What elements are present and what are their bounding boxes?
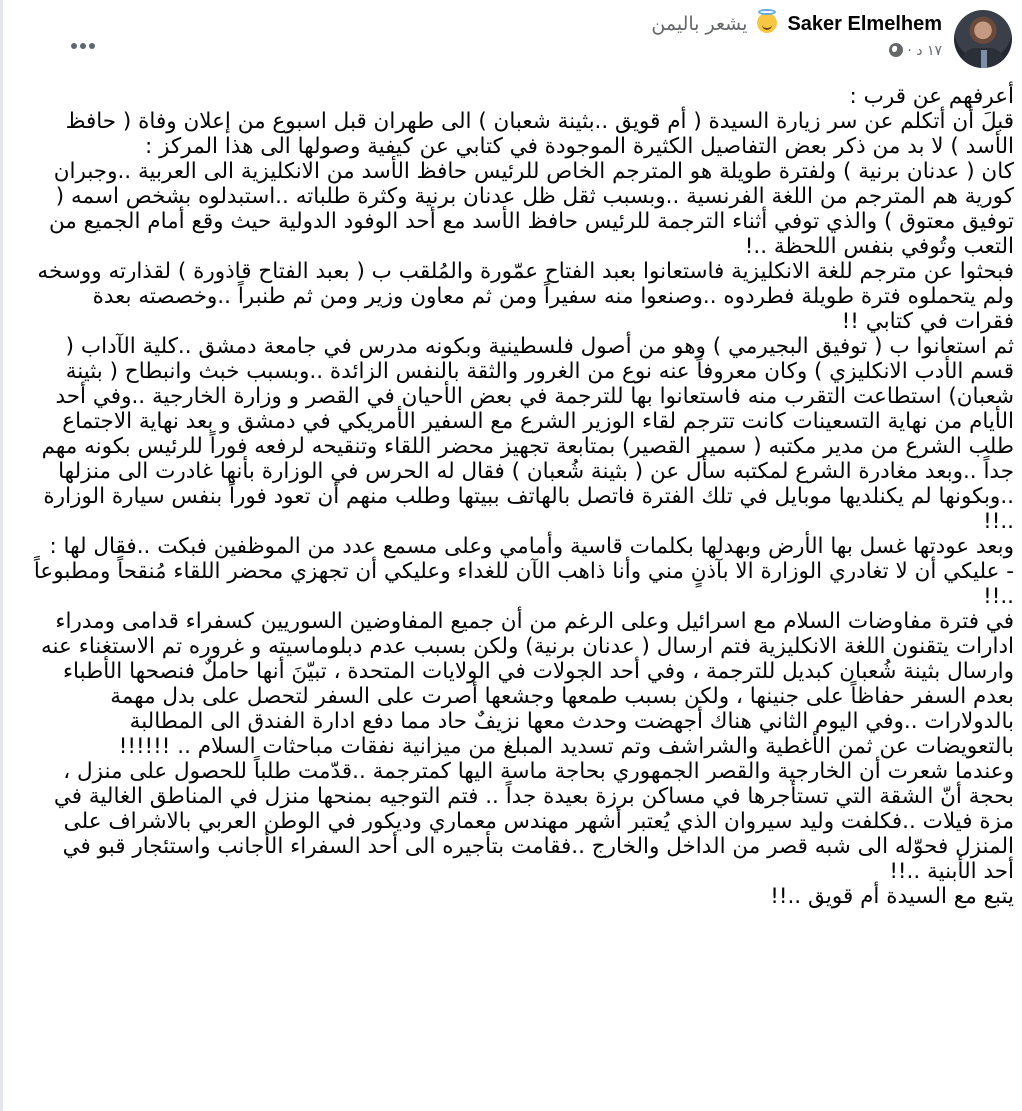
- post-paragraph: ثم استعانوا ب ( توفيق البجيرمي ) وهو من أصول فلسطينية وبكونه مدرس في جامعة دمشق ..كلية الآداب ( قسم الأدب الانكليزي ) وكان معروفاً عنه نوع من الغرور والثقة بالنفس الزائدة ..وبسبب خبث وانبطاح ( بثينة شعبان) استطاعت التقرب منه فاستعانوا بها للترجمة في بعض الأحيان في القصر و وزارة الخارجية ..وفي أحد الأيام من نهاية التسعينات كانت تترجم لقاء الوزير الشرع مع السفير الأمريكي في دمشق و بعد نهاية الاجتماع طلب الشرع من مدير مكتبه ( سمير القصير) بمتابعة تجهيز محضر اللقاء وتنقيحه لرفعه فوراً للرئيس بكونه مهم جداً ..وبعد مغادرة الشرع لمكتبه سأل عن ( بثينة شُعبان ) فقال له الحرس في الوزارة بأنها غادرت الى منزلها ..وبكونها لم يكنلديها موبايل في تلك الفترة فاتصل بالهاتف ببيتها وطلب منهم أن تعود فوراً بنفس سيارة الوزارة ..!!: [41, 334, 1014, 534]
- post-body: [33, 84, 1014, 909]
- author-name-link[interactable]: Saker Elmelhem: [787, 13, 942, 35]
- author-avatar[interactable]: [954, 10, 1012, 68]
- avatar-tie-shape: [981, 50, 987, 68]
- post-paragraph: فبحثوا عن مترجم للغة الانكليزية فاستعانوا بعبد الفتاح عمّورة والمُلقب ب ( بعبد الفتاح قاذورة ) لقذارته ووسخه ولم يتحملوه فترة طويلة فطردوه ..وصنعوا منه سفيراً ومن ثم معاون وزير ومن ثم طنبراً ..وخصصته بعدة فقرات في كتابي !!: [37, 259, 1014, 334]
- post-paragraph: قبلَ أن أتكلم عن سر زيارة السيدة ( أم قويق ..بثينة شعبان ) الى طهران قبل اسبوع من إعلان وفاة ( حافظ الأسد ) لا بد من ذكر بعض التفاصيل الكثيرة الموجودة في كتابي عن كيفية وصولها الى هذا المركز :: [65, 109, 1014, 159]
- post-paragraph: كان ( عدنان برنية ) ولفترة طويلة هو المترجم الخاص للرئيس حافظ الأسد من الانكليزية الى العربية ..وجبران كورية هم المترجم من اللغة الفرنسية ..وبسبب ثقل ظل عدنان برنية وكثرة طلباته ..استبدلوه بشخص اسمه ( توفيق معتوق ) والذي توفي أثناء الترجمة للرئيس حافظ الأسد مع أحد الوفود الدولية حيث وقع أمام الجميع من التعب وتُوفي بنفس اللحظة ..!: [48, 159, 1014, 259]
- post-header: [33, 8, 1012, 78]
- more-horizontal-icon: [71, 43, 77, 49]
- post-paragraph: وبعد عودتها غسل بها الأرض وبهدلها بكلمات قاسية وأمامي وعلى مسمع عدد من الموظفين فبكت ..فقال لها :: [49, 534, 1014, 559]
- more-options-button[interactable]: [71, 36, 107, 56]
- feeling-text[interactable]: يشعر باليمن: [651, 13, 748, 35]
- facebook-post: [3, 0, 1022, 1111]
- post-paragraph: يتبع مع السيدة أم قويق ..!!: [770, 884, 1014, 909]
- post-paragraph: - عليكي أن لا تغادري الوزارة الا بآذنٍ مني وأنا ذاهب الآن للغداء وعليكي أن تجهزي محضر اللقاء مُنقحاً ومطبوعاً ..!!: [33, 559, 1014, 609]
- post-paragraph: في فترة مفاوضات السلام مع اسرائيل وعلى الرغم من أن جميع المفاوضين السوريين كسفراء قدامى ومدراء ادارات يتقنون اللغة الانكليزية فتم ارسال ( عدنان برنية) ولكن بسبب عدم دبلوماسيته و غروره تم الاستغناء عنه وارسال بثينة شُعبان كبديل للترجمة ، وفي أحد الجولات في الولايات المتحدة ، تبيّنَ أنها حاملٌ فنصحها الأطباء بعدم السفر حفاظاً على جنينها ، ولكن بسبب طمعها وجشعها أصرت على السفر لتحصل على بدل مهمة بالدولارات ..وفي اليوم الثاني هناك أجهضت وحدث معها نزيفٌ حاد مما دفع ادارة الفندق الى المطالبة بالتعويضات عن ثمن الأغطية والشراشف وتم تسديد المبلغ من ميزانية نفقات مباحثات السلام .. !!!!!!: [41, 609, 1014, 759]
- globe-icon[interactable]: [889, 43, 903, 57]
- post-header-text: [651, 10, 942, 62]
- post-paragraph: وعندما شعرت أن الخارجية والقصر الجمهوري بحاجة ماسة اليها كمترجمة ..قدّمت طلباً للحصول على منزل ، بحجة أنّ الشقة التي تستأجرها في مساكن برزة بعيدة جداً .. فتم التوجيه بمنحها منزل في المناطق الغالية في مزة فيلات ..فكلفت وليد سيروان الذي يُعتبر أشهر مهندس معماري وديكور في الوطن العربي بالاشراف على المنزل فحوّله الى شبه قصر من الداخل والخارج ..فقامت بتأجيره الى أحد السفراء الأجانب واستئجار قبو في أحد الأبنية ..!!: [53, 759, 1014, 884]
- post-timestamp[interactable]: ١٧ د: [916, 43, 942, 59]
- more-horizontal-icon-dot: [80, 43, 86, 49]
- post-paragraph: أعرفهم عن قرب :: [849, 84, 1014, 109]
- smiling-face-with-halo-icon: [757, 13, 777, 33]
- post-title-line: [651, 10, 942, 38]
- more-horizontal-icon-dot: [89, 43, 95, 49]
- post-meta: [651, 40, 942, 62]
- meta-separator: ·: [907, 43, 912, 59]
